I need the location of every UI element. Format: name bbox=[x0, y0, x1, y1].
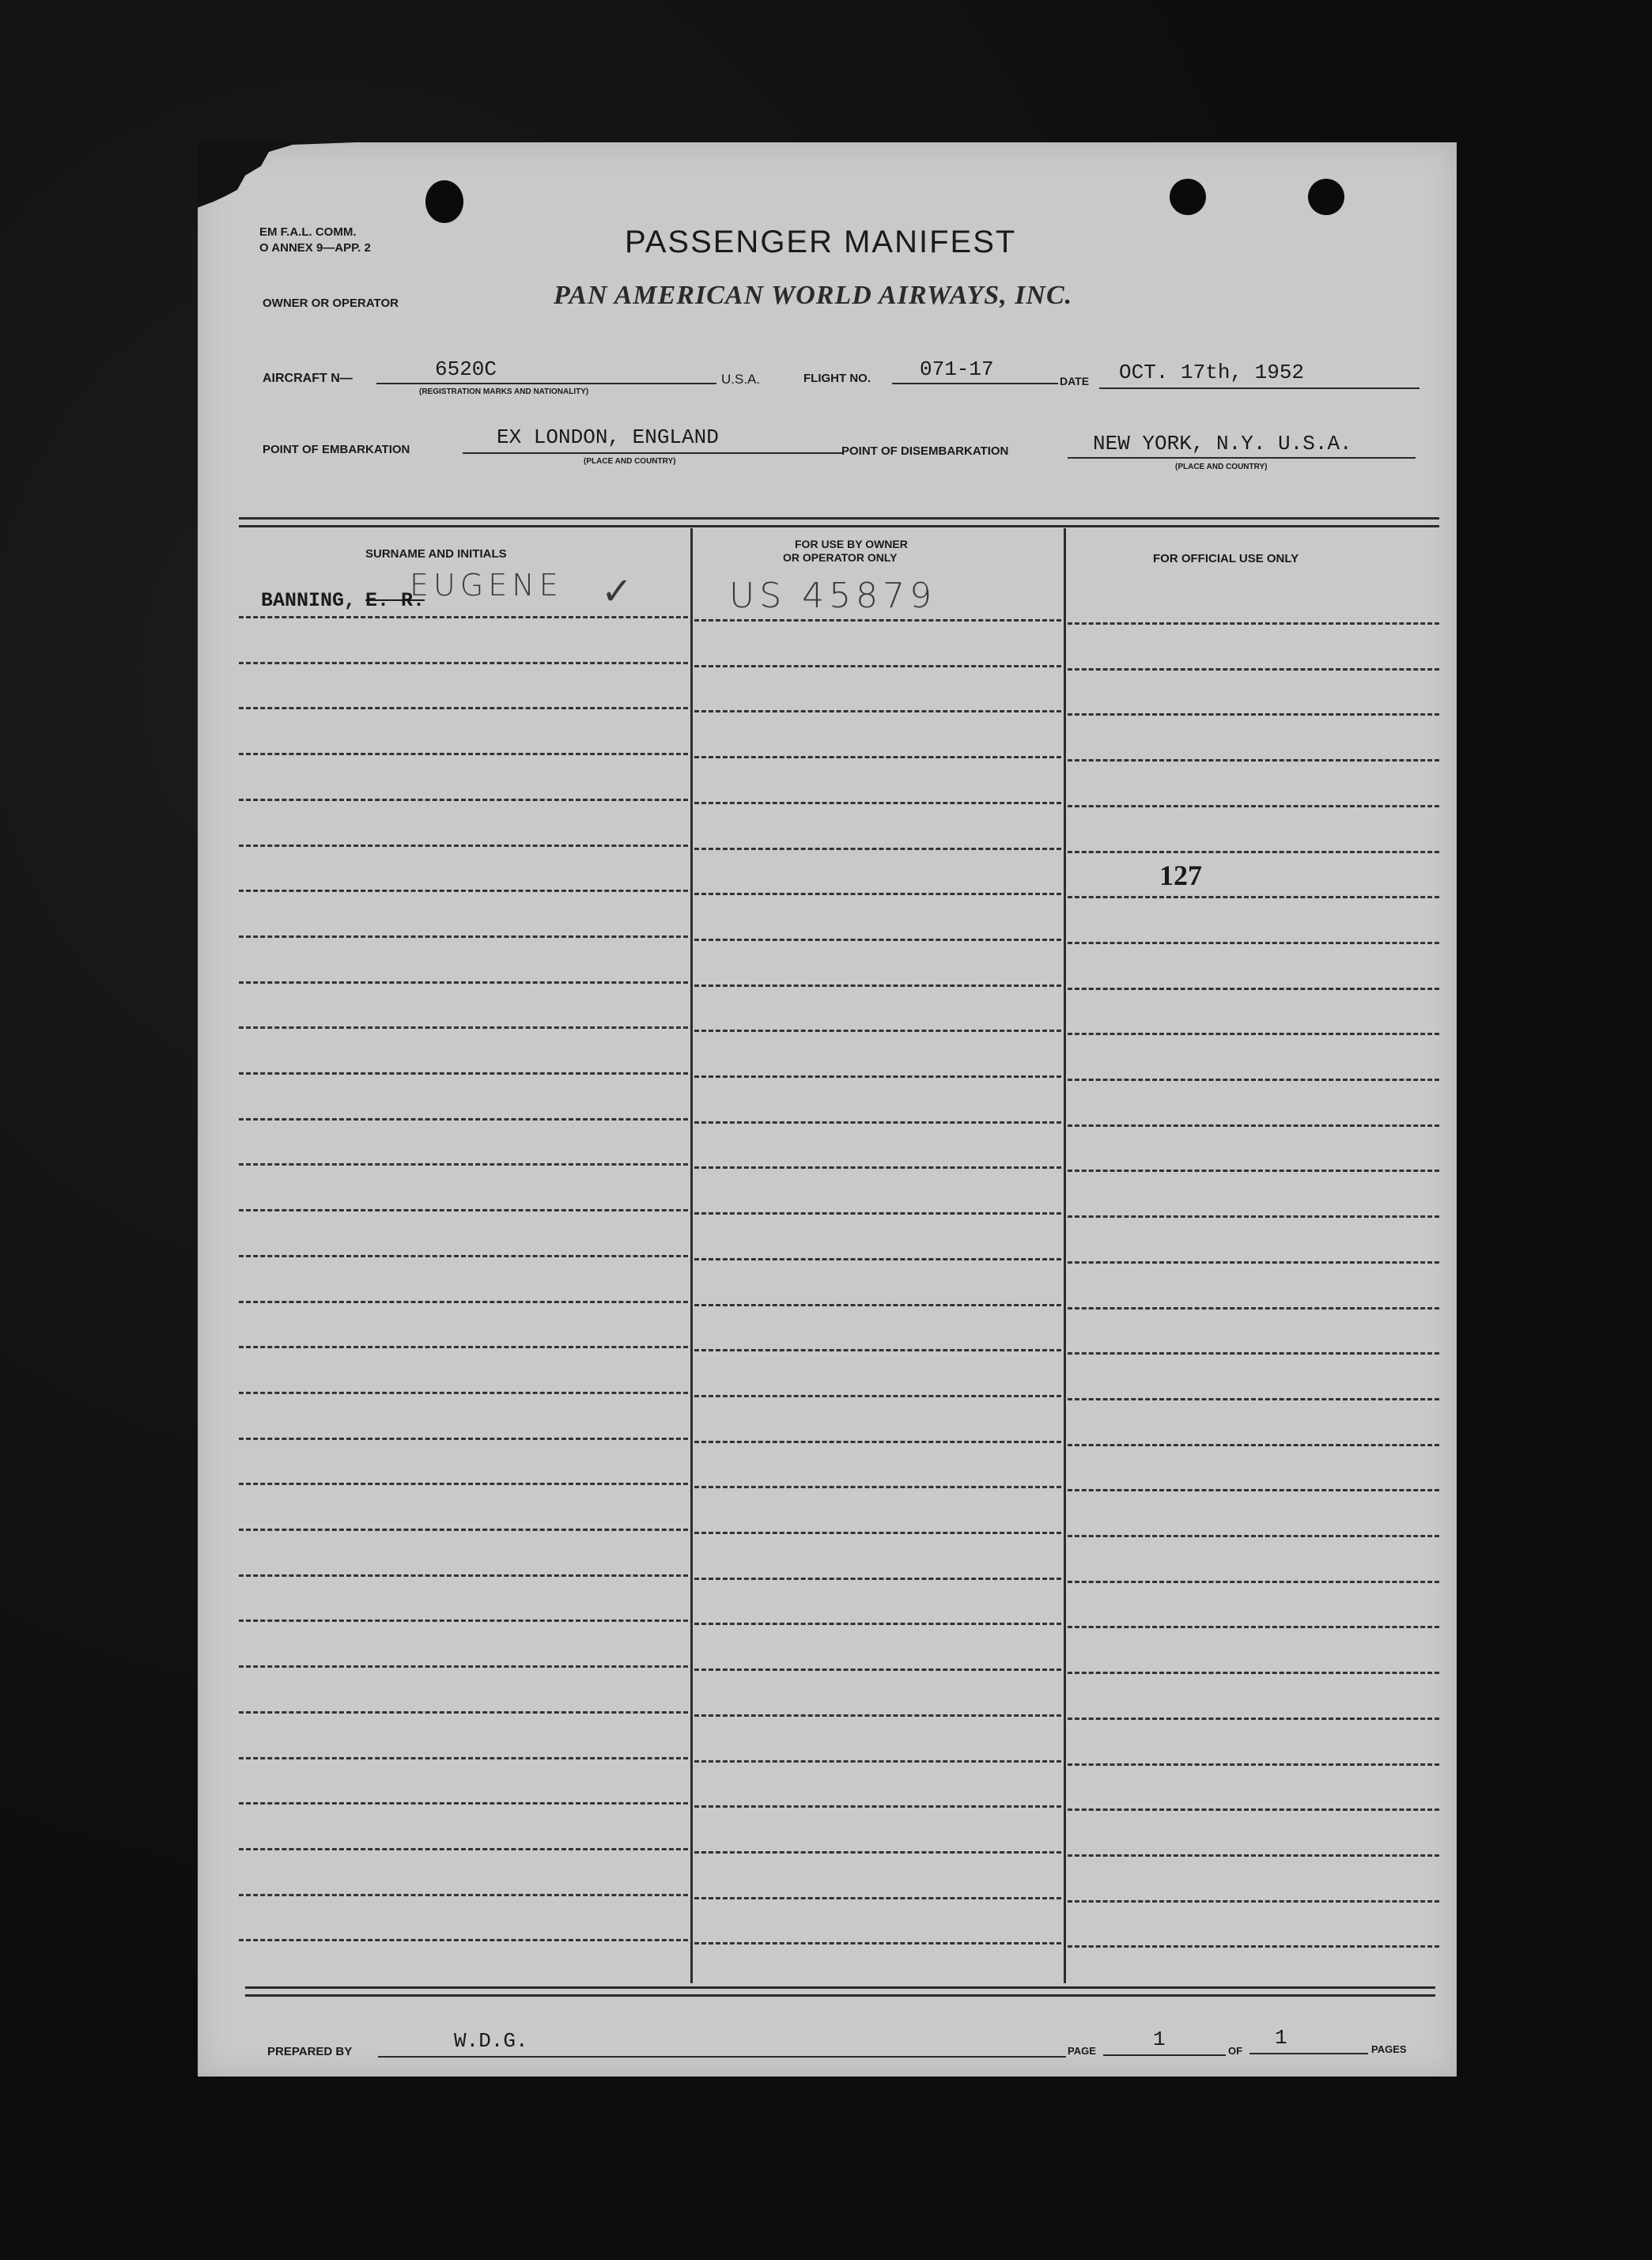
row-rule bbox=[694, 1212, 1061, 1215]
row-rule bbox=[694, 1805, 1061, 1808]
aircraft-value: 6520C bbox=[435, 357, 497, 381]
row-rule bbox=[694, 665, 1061, 667]
owner-label: OWNER OR OPERATOR bbox=[263, 297, 399, 310]
disembarkation-value: NEW YORK, N.Y. U.S.A. bbox=[1093, 432, 1352, 455]
row-rule bbox=[239, 1209, 688, 1211]
table-bottom-rule-2 bbox=[245, 1994, 1435, 1997]
punch-hole-middle bbox=[1170, 179, 1206, 215]
row-rule bbox=[1068, 1672, 1439, 1674]
row-rule bbox=[239, 1894, 688, 1896]
flight-value: 071-17 bbox=[920, 357, 994, 381]
row-rule bbox=[694, 1714, 1061, 1717]
row-rule bbox=[239, 1757, 688, 1759]
disembarkation-label: POINT OF DISEMBARKATION bbox=[841, 444, 1009, 458]
page-title: PASSENGER MANIFEST bbox=[625, 225, 1017, 259]
row-rule bbox=[239, 707, 688, 709]
row-rule bbox=[1068, 1535, 1439, 1537]
date-label: DATE bbox=[1060, 375, 1090, 387]
row-rule bbox=[239, 1438, 688, 1440]
row-rule bbox=[1068, 1763, 1439, 1766]
row-rule bbox=[694, 939, 1061, 941]
row-rule bbox=[694, 893, 1061, 895]
row-rule bbox=[1068, 942, 1439, 944]
row-rule bbox=[1068, 668, 1439, 671]
row-rule bbox=[1068, 1626, 1439, 1628]
disembarkation-underline bbox=[1068, 457, 1416, 459]
entry-initials-struck: E. R. bbox=[365, 589, 425, 612]
column-header-operator-line1: FOR USE BY OWNER bbox=[795, 538, 908, 550]
punch-hole-left bbox=[425, 180, 463, 223]
page-label: PAGE bbox=[1068, 2045, 1096, 2057]
row-rule bbox=[239, 1026, 688, 1029]
entry-operator-note: US 45879 bbox=[729, 576, 937, 616]
table-bottom-rule-1 bbox=[245, 1986, 1435, 1989]
entry-handwritten-name: EUGENE bbox=[410, 568, 563, 603]
row-rule bbox=[239, 981, 688, 984]
column-divider-1 bbox=[690, 528, 693, 1983]
form-ref-line1: EM F.A.L. COMM. bbox=[259, 225, 357, 239]
of-underline bbox=[1249, 2053, 1368, 2054]
owner-value: PAN AMERICAN WORLD AIRWAYS, INC. bbox=[554, 281, 1073, 310]
row-rule bbox=[694, 1166, 1061, 1169]
row-rule bbox=[1068, 1945, 1439, 1948]
row-rule bbox=[694, 848, 1061, 850]
aircraft-underline bbox=[376, 383, 716, 384]
row-rule bbox=[239, 662, 688, 664]
row-rule bbox=[1068, 896, 1439, 898]
row-rule bbox=[1068, 1170, 1439, 1172]
prepared-underline bbox=[378, 2056, 1066, 2058]
pages-label: PAGES bbox=[1371, 2043, 1407, 2055]
row-rule bbox=[239, 799, 688, 801]
row-rule bbox=[1068, 759, 1439, 762]
column-header-operator-line2: OR OPERATOR ONLY bbox=[783, 551, 898, 564]
row-rule bbox=[694, 1030, 1061, 1032]
row-rule bbox=[1068, 1307, 1439, 1310]
of-value: 1 bbox=[1275, 2026, 1287, 2050]
row-rule bbox=[239, 1392, 688, 1394]
row-rule bbox=[694, 1578, 1061, 1580]
place-caption-2: (PLACE AND COUNTRY) bbox=[1175, 463, 1268, 471]
official-number: 127 bbox=[1159, 860, 1202, 891]
row-rule bbox=[694, 1532, 1061, 1534]
row-rule bbox=[694, 1897, 1061, 1899]
row-rule bbox=[694, 619, 1061, 622]
row-rule bbox=[694, 1304, 1061, 1306]
row-rule bbox=[694, 1486, 1061, 1488]
row-rule bbox=[239, 890, 688, 892]
row-rule bbox=[239, 1163, 688, 1166]
row-rule bbox=[1068, 1079, 1439, 1081]
row-rule bbox=[1068, 1489, 1439, 1491]
embarkation-value: EX LONDON, ENGLAND bbox=[497, 425, 719, 449]
flight-underline bbox=[892, 383, 1058, 384]
row-rule bbox=[239, 1711, 688, 1714]
row-rule bbox=[239, 1346, 688, 1348]
row-rule bbox=[1068, 1718, 1439, 1720]
row-rule bbox=[694, 756, 1061, 758]
row-rule bbox=[1068, 805, 1439, 807]
row-rule bbox=[1068, 1033, 1439, 1035]
row-rule bbox=[1068, 1215, 1439, 1218]
punch-hole-right bbox=[1308, 179, 1344, 215]
row-rule bbox=[694, 1623, 1061, 1625]
entry-surname: BANNING, bbox=[261, 589, 357, 612]
row-rule bbox=[239, 1574, 688, 1577]
row-rule bbox=[694, 1258, 1061, 1260]
prepared-value: W.D.G. bbox=[454, 2029, 528, 2053]
row-rule bbox=[694, 1851, 1061, 1854]
row-rule bbox=[694, 1669, 1061, 1671]
row-rule bbox=[1068, 1124, 1439, 1127]
row-rule bbox=[694, 1441, 1061, 1443]
row-rule bbox=[239, 1255, 688, 1257]
row-rule bbox=[1068, 622, 1439, 625]
row-rule bbox=[239, 1619, 688, 1622]
aircraft-label: AIRCRAFT N— bbox=[263, 372, 353, 385]
page-underline bbox=[1103, 2054, 1226, 2056]
row-rule bbox=[694, 1760, 1061, 1763]
embarkation-label: POINT OF EMBARKATION bbox=[263, 443, 410, 456]
row-rule bbox=[239, 845, 688, 847]
row-rule bbox=[694, 1349, 1061, 1351]
column-header-official: FOR OFFICIAL USE ONLY bbox=[1153, 552, 1299, 565]
row-rule bbox=[694, 802, 1061, 804]
row-rule bbox=[1068, 1581, 1439, 1583]
page-value: 1 bbox=[1153, 2028, 1166, 2051]
registration-caption: (REGISTRATION MARKS AND NATIONALITY) bbox=[419, 387, 589, 396]
row-rule bbox=[239, 753, 688, 755]
row-rule bbox=[1068, 851, 1439, 853]
row-rule bbox=[239, 1939, 688, 1941]
row-rule bbox=[1068, 988, 1439, 990]
row-rule bbox=[239, 1118, 688, 1121]
row-rule bbox=[1068, 1808, 1439, 1811]
row-rule bbox=[1068, 1398, 1439, 1400]
row-rule bbox=[239, 935, 688, 938]
row-rule bbox=[239, 1072, 688, 1075]
row-rule bbox=[694, 1121, 1061, 1124]
table-top-rule-1 bbox=[239, 517, 1439, 520]
row-rule bbox=[1068, 1261, 1439, 1264]
prepared-label: PREPARED BY bbox=[267, 2045, 353, 2058]
row-rule bbox=[694, 710, 1061, 712]
row-rule bbox=[1068, 1352, 1439, 1355]
row-rule bbox=[239, 1301, 688, 1303]
flight-label: FLIGHT NO. bbox=[803, 372, 871, 385]
embarkation-underline bbox=[463, 452, 842, 454]
of-label: OF bbox=[1228, 2045, 1243, 2057]
column-header-surname: SURNAME AND INITIALS bbox=[365, 547, 507, 561]
entry-check-mark: ✓ bbox=[601, 569, 633, 614]
row-rule bbox=[1068, 1900, 1439, 1903]
date-underline bbox=[1099, 387, 1420, 389]
date-value: OCT. 17th, 1952 bbox=[1119, 361, 1305, 384]
table-top-rule-2 bbox=[239, 525, 1439, 527]
row-rule bbox=[239, 1848, 688, 1850]
row-rule bbox=[694, 1395, 1061, 1397]
row-rule bbox=[239, 1665, 688, 1668]
row-rule bbox=[1068, 1444, 1439, 1446]
row-rule bbox=[1068, 1854, 1439, 1857]
row-rule bbox=[694, 1942, 1061, 1944]
row-rule bbox=[694, 1075, 1061, 1078]
row-rule bbox=[239, 1802, 688, 1805]
row-rule bbox=[239, 1529, 688, 1531]
column-divider-2 bbox=[1064, 528, 1066, 1983]
usa-label: U.S.A. bbox=[721, 372, 761, 387]
place-caption-1: (PLACE AND COUNTRY) bbox=[584, 457, 676, 466]
row-rule bbox=[694, 984, 1061, 987]
row-rule bbox=[239, 1483, 688, 1485]
row-rule bbox=[1068, 713, 1439, 716]
row-rule bbox=[239, 616, 688, 618]
form-ref-line2: O ANNEX 9—APP. 2 bbox=[259, 241, 371, 255]
